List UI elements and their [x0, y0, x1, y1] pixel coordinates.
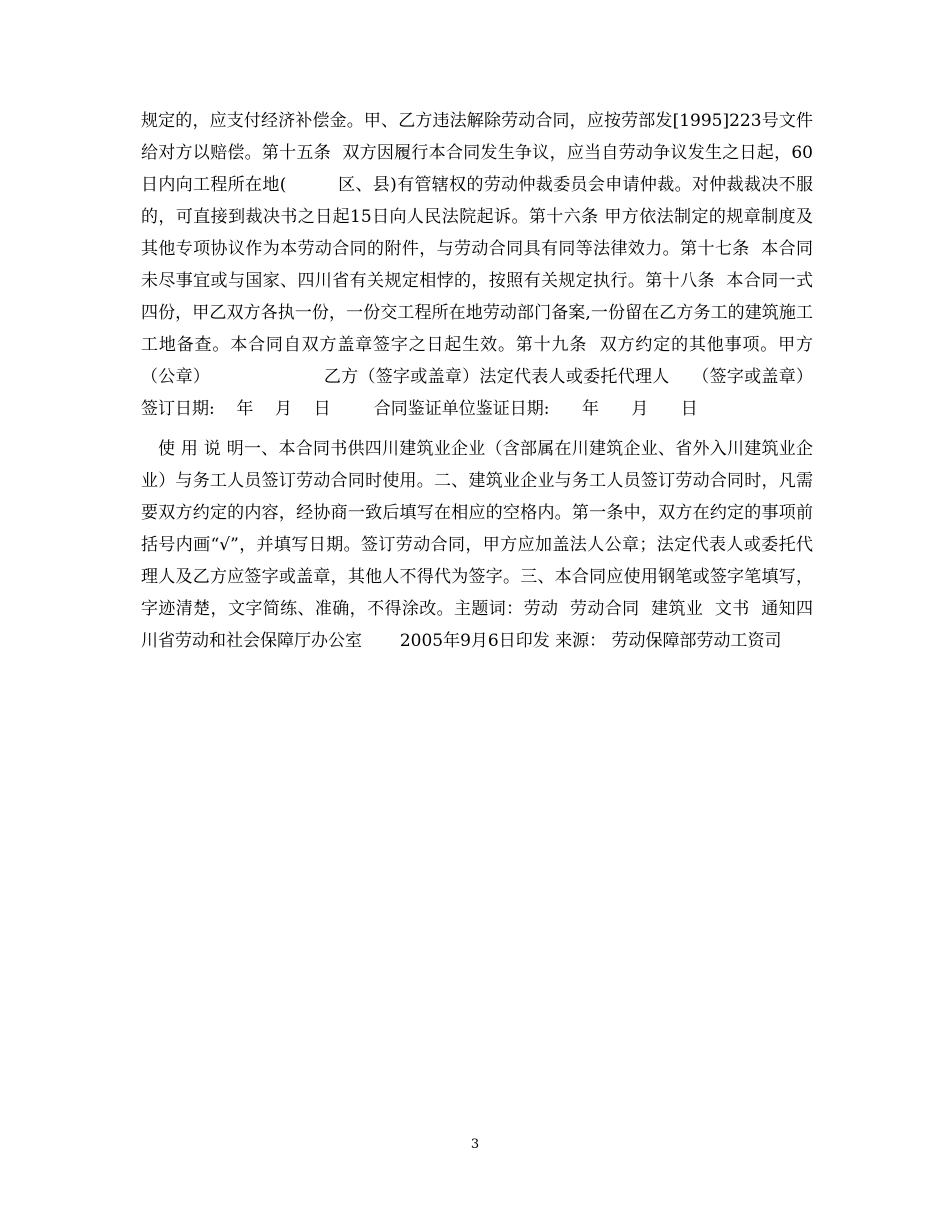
contract-terms-paragraph: 规定的，应支付经济补偿金。甲、乙方违法解除劳动合同，应按劳部发[1995]223号文件给对方以赔偿。第十五条 双方因履行本合同发生争议，应当自劳动争议发生之日起，60日内向工程所在地( 区、县)有管辖权的劳动仲裁委员会申请仲裁。对仲裁裁决不服的，可直接到裁决书之日起15日向人民法院起诉。第十六条 甲方依法制定的规章制度及其他专项协议作为本劳动合同的附件，与劳动合同具有同等法律效力。第十七条 本合同未尽事宜或与国家、四川省有关规定相悖的，按照有关规定执行。第十八条 本合同一式四份，甲乙双方各执一份，一份交工程所在地劳动部门备案,一份留在乙方务工的建筑施工工地备查。本合同自双方盖章签字之日起生效。第十九条 双方约定的其他事项。甲方（公章） 乙方（签字或盖章）法定代表人或委托代理人 （签字或盖章） 签订日期: 年 月 日 合同鉴证单位鉴证日期: 年 月 日	[141, 111, 900, 419]
usage-instructions-paragraph: 使 用 说 明一、本合同书供四川建筑业企业（含部属在川建筑企业、省外入川建筑业企业）与务工人员签订劳动合同时使用。二、建筑业企业与务工人员签订劳动合同时，凡需要双方约定的内容，经协商一致后填写在相应的空格内。第一条中，双方在约定的事项前括号内画“√”，并填写日期。签订劳动合同，甲方应加盖法人公章；法定代表人或委托代理人及乙方应签字或盖章，其他人不得代为签字。三、本合同应使用钢笔或签字笔填写，字迹清楚，文字简练、准确，不得涂改。主题词：劳动 劳动合同 建筑业 文书 通知四川省劳动和社会保障厅办公室 2005年9月6日印发 来源： 劳动保障部劳动工资司	[141, 439, 813, 651]
document-body	[141, 105, 900, 657]
page-number: 3	[470, 1137, 480, 1152]
